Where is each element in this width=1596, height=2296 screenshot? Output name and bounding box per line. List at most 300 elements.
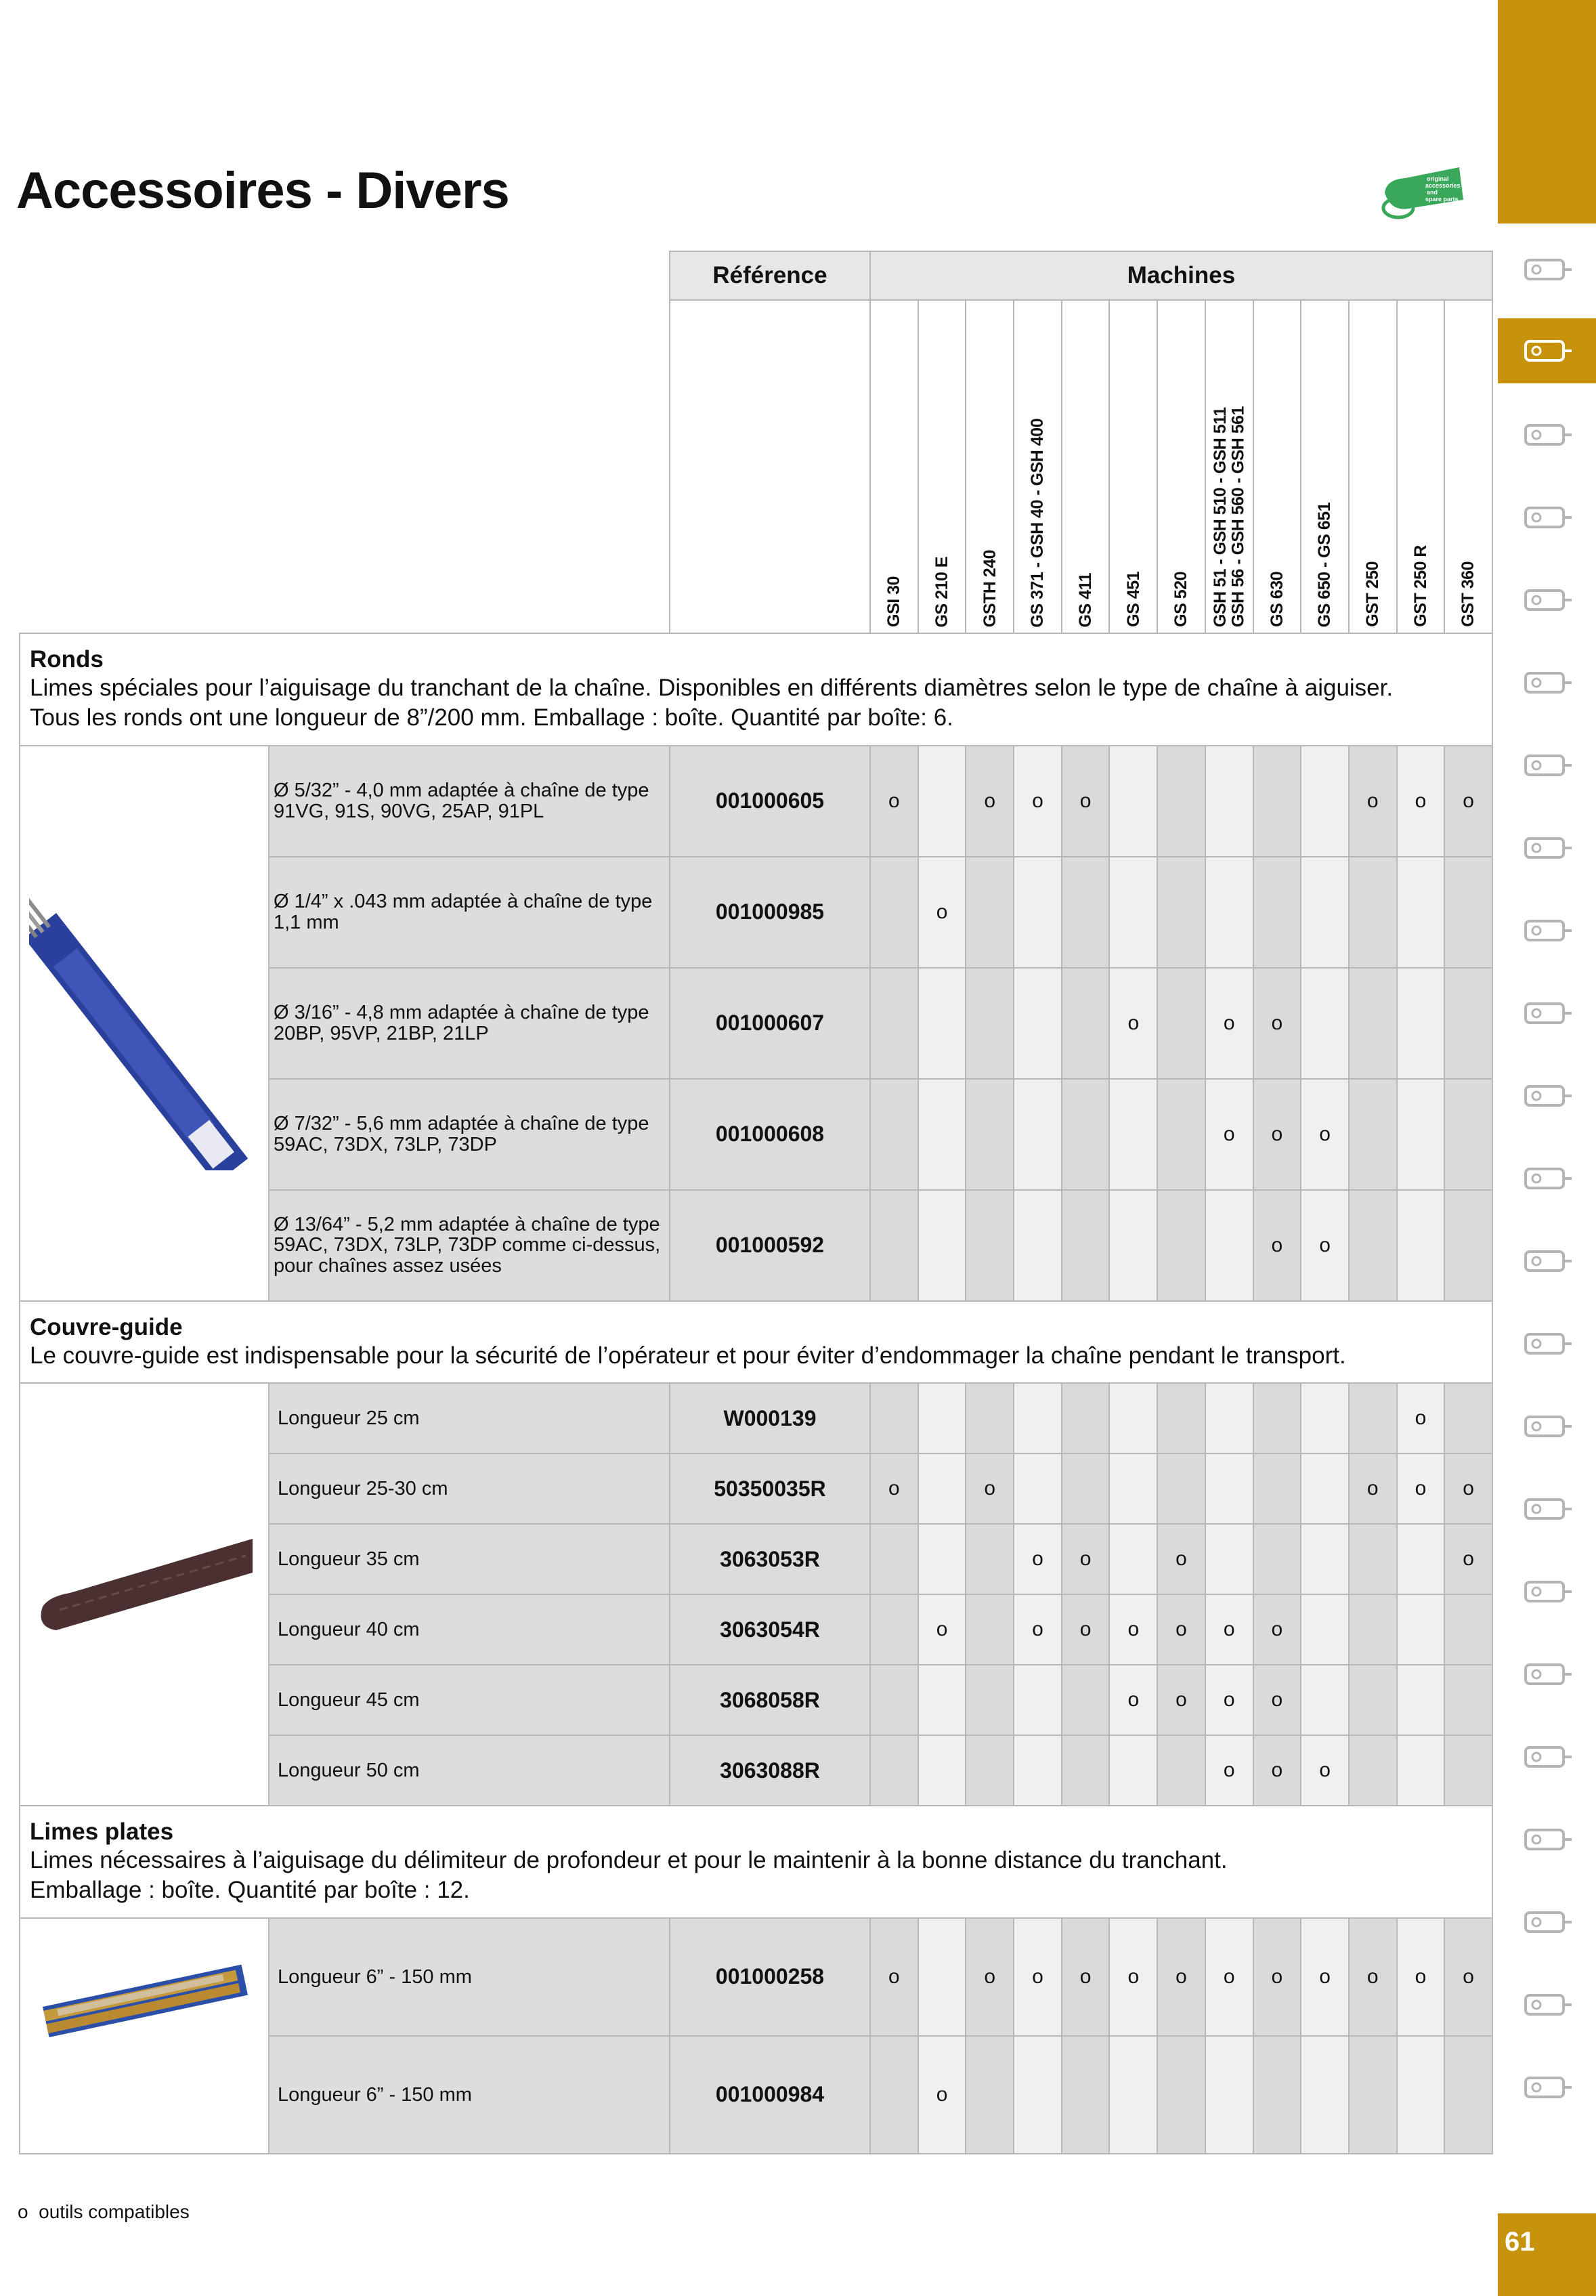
compatibility-cell: o: [1157, 1665, 1205, 1735]
machine-name: GS 210 E: [932, 556, 951, 627]
compatibility-cell: o: [1301, 1190, 1349, 1301]
compatibility-cell: [1253, 1524, 1301, 1594]
compatibility-cell: [1014, 1079, 1062, 1190]
compatibility-cell: [1014, 1190, 1062, 1301]
compatibility-cell: [1205, 746, 1253, 857]
compatibility-cell: [1253, 1453, 1301, 1524]
compatibility-cell: [1109, 1190, 1157, 1301]
compatibility-cell: o: [1253, 1190, 1301, 1301]
compatibility-cell: o: [1397, 1918, 1445, 2036]
compatibility-cell: [1062, 1453, 1110, 1524]
push-mower-icon-glyph: [1520, 828, 1574, 868]
product-reference: 001000984: [670, 2036, 870, 2154]
machine-name: GS 411: [1075, 572, 1095, 627]
machine-column-header: [1349, 300, 1397, 633]
compatibility-cell: [1062, 1383, 1110, 1453]
gloves-icon[interactable]: [1498, 1890, 1596, 1955]
compatibility-cell: [918, 1735, 966, 1806]
compatibility-cell: [1062, 1665, 1110, 1735]
compatibility-cell: [1349, 1665, 1397, 1735]
svg-text:and: and: [1427, 189, 1438, 196]
compatibility-cell: [1444, 968, 1492, 1079]
compatibility-cell: [1157, 1190, 1205, 1301]
compatibility-cell: [966, 1735, 1014, 1806]
compatibility-cell: [1014, 1453, 1062, 1524]
compatibility-cell: [918, 1665, 966, 1735]
backpack-blower-icon-glyph: [1520, 1158, 1574, 1199]
auger-icon[interactable]: [1498, 1394, 1596, 1459]
compatibility-cell: [1109, 1079, 1157, 1190]
compatibility-cell: [1397, 968, 1445, 1079]
product-reference: 001000608: [670, 1079, 870, 1190]
shredder-icon-glyph: [1520, 1076, 1574, 1116]
compatibility-cell: o: [918, 1594, 966, 1665]
legend-symbol: o: [18, 2201, 28, 2222]
product-description: Ø 13/64” - 5,2 mm adaptée à chaîne de type 59AC, 73DX, 73LP, 73DP comme ci-dessus, pour chaînes assez usées: [269, 1190, 670, 1301]
compatibility-cell: o: [918, 2036, 966, 2154]
product-description: Ø 3/16” - 4,8 mm adaptée à chaîne de type 20BP, 95VP, 21BP, 21LP: [269, 968, 670, 1079]
section-header: [20, 633, 1492, 746]
product-reference: 3063053R: [670, 1524, 870, 1594]
compatibility-cell: [1301, 1453, 1349, 1524]
original-parts-logo: [1378, 166, 1466, 227]
product-image-cell: [20, 1383, 269, 1806]
compatibility-cell: [1444, 1190, 1492, 1301]
product-row: [20, 746, 1492, 857]
snow-thrower-icon[interactable]: [1498, 1311, 1596, 1376]
chainsaw-icon[interactable]: [1498, 318, 1596, 383]
compatibility-cell: [1397, 2036, 1445, 2154]
compatibility-cell: [966, 1079, 1014, 1190]
compatibility-cell: [1444, 1665, 1492, 1735]
product-reference: 001000607: [670, 968, 870, 1079]
compatibility-cell: [1109, 2036, 1157, 2154]
compatibility-cell: [1014, 1735, 1062, 1806]
compatibility-cell: o: [1157, 1524, 1205, 1594]
page-number: 61: [1505, 2227, 1535, 2257]
compatibility-cell: [870, 857, 918, 968]
compatibility-cell: [870, 1594, 918, 1665]
compatibility-cell: [966, 1190, 1014, 1301]
pressure-washer-icon-glyph: [1520, 1819, 1574, 1860]
compatibility-cell: o: [1301, 1735, 1349, 1806]
compatibility-cell: [1397, 1735, 1445, 1806]
machine-column-header: [918, 300, 966, 633]
compatibility-cell: [1349, 857, 1397, 968]
compatibility-cell: [1301, 968, 1349, 1079]
machine-name: GSTH 240: [980, 549, 999, 627]
hedge-trimmer-icon-glyph: [1520, 497, 1574, 538]
compatibility-cell: o: [966, 1918, 1014, 2036]
compatibility-cell: [1349, 1594, 1397, 1665]
compatibility-cell: o: [870, 1453, 918, 1524]
cultivator-icon-glyph: [1520, 1241, 1574, 1281]
compatibility-cell: [1349, 1383, 1397, 1453]
robot-mower-icon[interactable]: [1498, 733, 1596, 798]
product-reference: 3068058R: [670, 1665, 870, 1735]
compatibility-cell: [1157, 857, 1205, 968]
page-title: Accessoires - Divers: [16, 162, 509, 219]
push-mower-icon[interactable]: [1498, 815, 1596, 880]
compatibility-cell: [1205, 1383, 1253, 1453]
fuel-can-icon[interactable]: [1498, 2055, 1596, 2120]
compatibility-cell: [1444, 857, 1492, 968]
compatibility-cell: [1157, 2036, 1205, 2154]
compatibility-cell: o: [1397, 1383, 1445, 1453]
compatibility-cell: [1397, 1190, 1445, 1301]
compatibility-cell: [1157, 1383, 1205, 1453]
lawn-mower-icon-glyph: [1520, 662, 1574, 703]
compatibility-cell: [870, 2036, 918, 2154]
compatibility-cell: o: [1205, 1594, 1253, 1665]
compatibility-cell: o: [1109, 1665, 1157, 1735]
compatibility-cell: [1301, 1665, 1349, 1735]
robot-mower-icon-glyph: [1520, 745, 1574, 786]
compatibility-cell: o: [1062, 1524, 1110, 1594]
fuel-can-icon-glyph: [1520, 2067, 1574, 2108]
machine-column-header: [1157, 300, 1205, 633]
brush-cutter-icon-glyph: [1520, 1489, 1574, 1529]
compatibility-cell: [1157, 1079, 1205, 1190]
product-reference: 3063054R: [670, 1594, 870, 1665]
compatibility-cell: [1301, 1524, 1349, 1594]
machine-column-header: [1253, 300, 1301, 633]
compatibility-cell: [1397, 1079, 1445, 1190]
generator-icon-glyph: [1520, 1737, 1574, 1777]
compatibility-cell: o: [1109, 1594, 1157, 1665]
backpack-blower-icon[interactable]: [1498, 1146, 1596, 1211]
compatibility-cell: [1157, 968, 1205, 1079]
ride-on-mower-icon-glyph: [1520, 993, 1574, 1034]
compatibility-cell: o: [1349, 746, 1397, 857]
machine-name: GST 360: [1459, 561, 1478, 627]
compatibility-cell: [1205, 2036, 1253, 2154]
product-reference: 001000605: [670, 746, 870, 857]
compatibility-cell: o: [966, 1453, 1014, 1524]
product-description: Longueur 45 cm: [269, 1665, 670, 1735]
shredder-icon[interactable]: [1498, 1063, 1596, 1128]
compatibility-cell: o: [1397, 746, 1445, 857]
product-description: Longueur 40 cm: [269, 1594, 670, 1665]
compatibility-cell: [1062, 1190, 1110, 1301]
machine-name: GS 520: [1171, 572, 1191, 627]
compatibility-cell: [870, 1190, 918, 1301]
section-description: Le couvre-guide est indispensable pour la sécurité de l’opérateur et pour éviter d’endommager la chaîne pendant le transport.: [30, 1342, 1346, 1369]
compatibility-cell: o: [1062, 746, 1110, 857]
compatibility-cell: o: [1301, 1918, 1349, 2036]
product-row: [20, 1918, 1492, 2036]
compatibility-cell: [1301, 1594, 1349, 1665]
compatibility-cell: o: [1205, 1079, 1253, 1190]
product-description: Ø 7/32” - 5,6 mm adaptée à chaîne de type 59AC, 73DX, 73LP, 73DP: [269, 1079, 670, 1190]
compatibility-cell: [1444, 1594, 1492, 1665]
compatibility-cell: [918, 1190, 966, 1301]
ride-on-mower-icon[interactable]: [1498, 981, 1596, 1046]
compatibility-cell: [1205, 1524, 1253, 1594]
compatibility-cell: [1157, 746, 1205, 857]
machine-column-header: [1062, 300, 1110, 633]
compatibility-cell: [1205, 857, 1253, 968]
section-title: Couvre-guide: [30, 1313, 183, 1340]
machines-header: Machines: [870, 251, 1492, 300]
machine-name: GS 650 - GS 651: [1315, 502, 1335, 627]
compatibility-cell: [1349, 2036, 1397, 2154]
category-sidebar: [1498, 0, 1596, 2296]
brush-cutter-icon[interactable]: [1498, 1476, 1596, 1542]
compatibility-cell: [1014, 1665, 1062, 1735]
compatibility-cell: [918, 1079, 966, 1190]
compatibility-cell: [870, 1665, 918, 1735]
compatibility-cell: [1062, 1735, 1110, 1806]
compatibility-cell: [966, 1383, 1014, 1453]
product-description: Longueur 6” - 150 mm: [269, 2036, 670, 2154]
scarifier-icon-glyph: [1520, 910, 1574, 951]
machine-column-header: [870, 300, 918, 633]
machine-column-header: [1109, 300, 1157, 633]
compatibility-cell: [1253, 857, 1301, 968]
product-reference: 50350035R: [670, 1453, 870, 1524]
compatibility-cell: [1205, 1190, 1253, 1301]
machine-column-header: [1014, 300, 1062, 633]
compatibility-cell: [966, 1665, 1014, 1735]
compatibility-cell: [918, 746, 966, 857]
compatibility-cell: [1397, 1594, 1445, 1665]
legend-text: outils compatibles: [39, 2201, 190, 2222]
compatibility-cell: [1349, 1735, 1397, 1806]
trimmer-icon-glyph: [1520, 414, 1574, 455]
product-description: Longueur 25-30 cm: [269, 1453, 670, 1524]
svg-text:spare parts: spare parts: [1425, 196, 1459, 203]
product-description: Longueur 25 cm: [269, 1383, 670, 1453]
product-description: Longueur 6” - 150 mm: [269, 1918, 670, 2036]
compatibility-cell: [966, 857, 1014, 968]
product-reference: W000139: [670, 1383, 870, 1453]
machine-name: GSI 30: [884, 576, 904, 627]
compatibility-cell: o: [1205, 1665, 1253, 1735]
flat-files-pack-image: [29, 1932, 259, 2135]
compatibility-cell: o: [1157, 1918, 1205, 2036]
pole-pruner-icon-glyph: [1520, 580, 1574, 620]
compatibility-cell: o: [1014, 746, 1062, 857]
product-description: Ø 5/32” - 4,0 mm adaptée à chaîne de type 91VG, 91S, 90VG, 25AP, 91PL: [269, 746, 670, 857]
compatibility-cell: [870, 1735, 918, 1806]
compatibility-cell: o: [1253, 1594, 1301, 1665]
compatibility-cell: [870, 1524, 918, 1594]
machine-name: GS 630: [1267, 572, 1287, 627]
reference-header-spacer: [670, 300, 870, 633]
compatibility-cell: o: [966, 746, 1014, 857]
product-reference: 001000258: [670, 1918, 870, 2036]
log-splitter-icon[interactable]: [1498, 1642, 1596, 1707]
machine-name: GS 371 - GSH 40 - GSH 400: [1028, 418, 1048, 627]
machine-column-header: [1205, 300, 1253, 633]
compatibility-cell: o: [1253, 1735, 1301, 1806]
compatibility-cell: [1109, 857, 1157, 968]
machine-column-header: [966, 300, 1014, 633]
hedge-trimmer-icon[interactable]: [1498, 485, 1596, 550]
compatibility-cell: [1109, 746, 1157, 857]
compatibility-cell: [918, 1524, 966, 1594]
product-description: Longueur 50 cm: [269, 1735, 670, 1806]
machine-name: GST 250 R: [1410, 545, 1430, 627]
compatibility-cell: o: [1014, 1918, 1062, 2036]
product-description: Longueur 35 cm: [269, 1524, 670, 1594]
compatibility-cell: [1444, 1735, 1492, 1806]
compatibility-cell: [1444, 2036, 1492, 2154]
compatibility-cell: o: [1349, 1918, 1397, 2036]
product-description: Ø 1/4” x .043 mm adaptée à chaîne de type 1,1 mm: [269, 857, 670, 968]
compatibility-cell: [1301, 857, 1349, 968]
compatibility-cell: [1397, 857, 1445, 968]
chainsaw-icon-glyph: [1520, 331, 1574, 371]
svg-text:original: original: [1427, 175, 1449, 182]
product-reference: 001000592: [670, 1190, 870, 1301]
compatibility-cell: [966, 2036, 1014, 2154]
round-files-pack-image: [29, 872, 259, 1170]
compatibility-cell: [1349, 968, 1397, 1079]
compatibility-cell: o: [1444, 746, 1492, 857]
log-splitter-icon-glyph: [1520, 1654, 1574, 1695]
compatibility-cell: o: [1301, 1079, 1349, 1190]
compatibility-cell: [1014, 968, 1062, 1079]
cultivator-icon[interactable]: [1498, 1229, 1596, 1294]
product-row: [20, 1383, 1492, 1453]
section-header: [20, 1806, 1492, 1918]
compatibility-cell: [918, 1453, 966, 1524]
compatibility-cell: [1349, 1524, 1397, 1594]
compatibility-cell: [966, 968, 1014, 1079]
compatibility-cell: [1014, 2036, 1062, 2154]
section-description: Limes spéciales pour l’aiguisage du tranchant de la chaîne. Disponibles en différents diamètres selon le type de chaîne à aiguiser. Tous les ronds ont une longueur de 8”/200 mm. Emballage : boîte. Quantité par boîte: 6.: [30, 675, 1394, 731]
compatibility-cell: [1109, 1383, 1157, 1453]
compatibility-cell: o: [1109, 968, 1157, 1079]
compatibility-cell: [1349, 1079, 1397, 1190]
compatibility-cell: [918, 1383, 966, 1453]
auger-icon-glyph: [1520, 1406, 1574, 1447]
machine-name: GST 250: [1363, 561, 1383, 627]
compatibility-cell: [1253, 746, 1301, 857]
product-image-cell: [20, 746, 269, 1301]
compatibility-cell: [1014, 1383, 1062, 1453]
compatibility-cell: o: [1253, 1918, 1301, 2036]
bar-cover-image: [29, 1491, 259, 1695]
compatibility-cell: [870, 1383, 918, 1453]
sidebar-top-band: [1498, 0, 1596, 224]
pole-pruner-icon[interactable]: [1498, 568, 1596, 633]
lawn-mower-icon[interactable]: [1498, 650, 1596, 715]
compatibility-cell: o: [918, 857, 966, 968]
compatibility-cell: [1301, 2036, 1349, 2154]
machine-column-header: [1444, 300, 1492, 633]
compatibility-cell: o: [870, 746, 918, 857]
accessories-table: [19, 251, 1493, 2154]
machine-column-header: [1397, 300, 1445, 633]
compatibility-cell: [1062, 857, 1110, 968]
compatibility-cell: o: [1014, 1594, 1062, 1665]
compatibility-cell: [966, 1524, 1014, 1594]
compatibility-cell: [870, 968, 918, 1079]
battery-icon-glyph: [1520, 249, 1574, 290]
page-number-tab: [1498, 2213, 1596, 2296]
pressure-washer-icon[interactable]: [1498, 1807, 1596, 1872]
compatibility-cell: [1205, 1453, 1253, 1524]
compatibility-cell: [1397, 1665, 1445, 1735]
reference-header: Référence: [670, 251, 870, 300]
svg-text:accessories: accessories: [1425, 182, 1461, 189]
wheel-trimmer-icon-glyph: [1520, 1571, 1574, 1612]
compatibility-cell: [1444, 1383, 1492, 1453]
tshirt-icon-glyph: [1520, 1984, 1574, 2025]
section-header: [20, 1301, 1492, 1384]
machine-name: GS 451: [1123, 572, 1143, 627]
compatibility-cell: [1397, 1524, 1445, 1594]
scarifier-icon[interactable]: [1498, 898, 1596, 963]
compatibility-cell: o: [1062, 1918, 1110, 2036]
compatibility-cell: o: [1157, 1594, 1205, 1665]
generator-icon[interactable]: [1498, 1724, 1596, 1789]
compatibility-cell: o: [1253, 1665, 1301, 1735]
compatibility-cell: [1301, 1383, 1349, 1453]
compatibility-cell: [1444, 1079, 1492, 1190]
compatibility-cell: o: [1205, 1735, 1253, 1806]
compatibility-cell: [1109, 1735, 1157, 1806]
compatibility-cell: o: [1253, 1079, 1301, 1190]
compatibility-cell: [1253, 1383, 1301, 1453]
compatibility-cell: [1109, 1524, 1157, 1594]
compatibility-cell: o: [1014, 1524, 1062, 1594]
compatibility-cell: [1109, 1453, 1157, 1524]
machine-name: GSH 51 - GSH 510 - GSH 511 GSH 56 - GSH 560 - GSH 561: [1210, 406, 1248, 627]
compatibility-cell: [1157, 1453, 1205, 1524]
compatibility-cell: [1253, 2036, 1301, 2154]
compatibility-cell: o: [1253, 968, 1301, 1079]
compatibility-cell: [1014, 857, 1062, 968]
compatibility-cell: [1157, 1735, 1205, 1806]
trimmer-icon[interactable]: [1498, 402, 1596, 467]
compatibility-cell: [1349, 1190, 1397, 1301]
compatibility-cell: o: [870, 1918, 918, 2036]
compatibility-cell: [1301, 746, 1349, 857]
compatibility-cell: o: [1062, 1594, 1110, 1665]
compatibility-cell: o: [1444, 1524, 1492, 1594]
compatibility-cell: o: [1205, 1918, 1253, 2036]
section-description: Limes nécessaires à l’aiguisage du délimiteur de profondeur et pour le maintenir à la bonne distance du tranchant. Emballage : boîte. Quantité par boîte : 12.: [30, 1847, 1228, 1903]
product-image-cell: [20, 1918, 269, 2154]
battery-icon[interactable]: [1498, 237, 1596, 302]
compatibility-cell: o: [1349, 1453, 1397, 1524]
product-reference: 001000985: [670, 857, 870, 968]
wheel-trimmer-icon[interactable]: [1498, 1559, 1596, 1624]
compatibility-cell: [966, 1594, 1014, 1665]
machine-column-header: [1301, 300, 1349, 633]
compatibility-cell: [1062, 1079, 1110, 1190]
section-title: Ronds: [30, 646, 104, 673]
compatibility-cell: [918, 968, 966, 1079]
compatibility-cell: o: [1109, 1918, 1157, 2036]
compatibility-cell: o: [1397, 1453, 1445, 1524]
compatibility-cell: [870, 1079, 918, 1190]
tshirt-icon[interactable]: [1498, 1972, 1596, 2037]
compatibility-cell: o: [1205, 968, 1253, 1079]
gloves-icon-glyph: [1520, 1902, 1574, 1942]
compatibility-cell: [1062, 2036, 1110, 2154]
legend: [18, 2201, 190, 2223]
compatibility-cell: o: [1444, 1918, 1492, 2036]
snow-thrower-icon-glyph: [1520, 1323, 1574, 1364]
compatibility-cell: [1062, 968, 1110, 1079]
compatibility-cell: o: [1444, 1453, 1492, 1524]
compatibility-cell: [918, 1918, 966, 2036]
